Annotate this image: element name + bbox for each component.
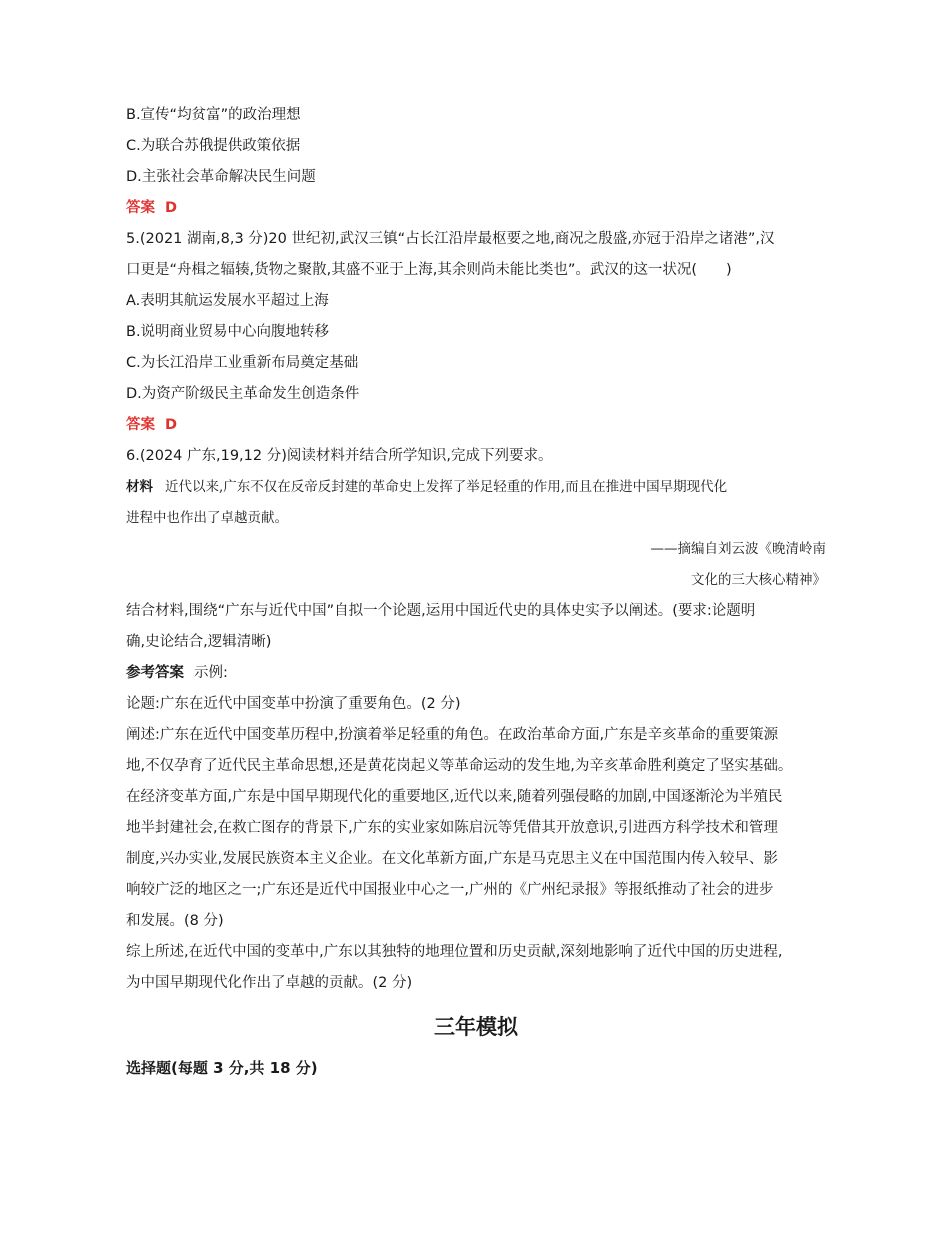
q4-answer <box>126 193 826 224</box>
q4-option-c: C.为联合苏俄提供政策依据 <box>126 138 301 154</box>
q6-answer-line: 论题:广东在近代中国变革中扮演了重要角色。(2 分) <box>126 696 461 712</box>
answer-value: D <box>165 200 178 216</box>
q4-option-b: B.宣传“均贫富”的政治理想 <box>126 107 301 123</box>
q6-stem: 6.(2024 广东,19,12 分)阅读材料并结合所学知识,完成下列要求。 <box>126 448 553 464</box>
q6-answer-line: 为中国早期现代化作出了卓越的贡献。(2 分) <box>126 975 413 991</box>
q6-material-line-1 <box>126 472 826 503</box>
reference-answer-label: 参考答案 <box>126 665 184 681</box>
q6-answer-line: 响较广泛的地区之一;广东还是近代中国报业中心之一,广州的《广州纪录报》等报纸推动了社会的进步 <box>126 882 774 898</box>
q4-option-d: D.主张社会革命解决民生问题 <box>126 169 316 185</box>
q5-option-b: B.说明商业贸易中心向腹地转移 <box>126 324 330 340</box>
q6-answer-line: 和发展。(8 分) <box>126 913 224 929</box>
q5-option-d: D.为资产阶级民主革命发生创造条件 <box>126 386 360 402</box>
material-tag: 材料 <box>126 479 153 495</box>
q6-source-line-2: 文化的三大核心精神》 <box>691 572 826 588</box>
material-text: 近代以来,广东不仅在反帝反封建的革命史上发挥了举足轻重的作用,而且在推进中国早期现代化 <box>165 479 728 495</box>
q6-answer-line: 在经济变革方面,广东是中国早期现代化的重要地区,近代以来,随着列强侵略的加剧,中国逐渐沦为半殖民 <box>126 789 783 805</box>
q5-stem-line-2: 口更是“舟楫之辐辏,货物之聚散,其盛不亚于上海,其余则尚未能比类也”。武汉的这一状况( ) <box>126 262 732 278</box>
q6-answer-line: 阐述:广东在近代中国变革历程中,扮演着举足轻重的角色。在政治革命方面,广东是辛亥革命的重要策源 <box>126 727 779 743</box>
section-subhead: 选择题(每题 3 分,共 18 分) <box>126 1059 318 1077</box>
q5-option-c: C.为长江沿岸工业重新布局奠定基础 <box>126 355 359 371</box>
q6-material-line-2: 进程中也作出了卓越贡献。 <box>126 510 288 526</box>
q5-stem-line-1: 5.(2021 湖南,8,3 分)20 世纪初,武汉三镇“占长江沿岸最枢要之地,商况之殷盛,亦冠于沿岸之诸港”,汉 <box>126 231 775 247</box>
document-page <box>126 100 826 1085</box>
q6-source-line-1: ——摘编自刘云波《晚清岭南 <box>650 541 826 557</box>
q6-answer-line: 地半封建社会,在救亡图存的背景下,广东的实业家如陈启沅等凭借其开放意识,引进西方科学技术和管理 <box>126 820 778 836</box>
reference-answer-note: 示例: <box>194 665 228 681</box>
q5-option-a: A.表明其航运发展水平超过上海 <box>126 293 329 309</box>
q6-answer-line: 制度,兴办实业,发展民族资本主义企业。在文化革新方面,广东是马克思主义在中国范围内传入较早、影 <box>126 851 778 867</box>
answer-label: 答案 <box>126 417 155 433</box>
answer-label: 答案 <box>126 200 155 216</box>
q6-task-line-2: 确,史论结合,逻辑清晰) <box>126 634 272 650</box>
section-title: 三年模拟 <box>434 1015 518 1039</box>
q6-task-line-1: 结合材料,围绕“广东与近代中国”自拟一个论题,运用中国近代史的具体史实予以阐述。(要求:论题明 <box>126 603 756 619</box>
q6-answer-line: 地,不仅孕育了近代民主革命思想,还是黄花岗起义等革命运动的发生地,为辛亥革命胜利奠定了坚实基础。 <box>126 758 793 774</box>
q6-answer-line: 综上所述,在近代中国的变革中,广东以其独特的地理位置和历史贡献,深刻地影响了近代中国的历史进程, <box>126 944 783 960</box>
q6-reference-answer-heading <box>126 658 826 689</box>
q5-answer <box>126 410 826 441</box>
answer-value: D <box>165 417 178 433</box>
